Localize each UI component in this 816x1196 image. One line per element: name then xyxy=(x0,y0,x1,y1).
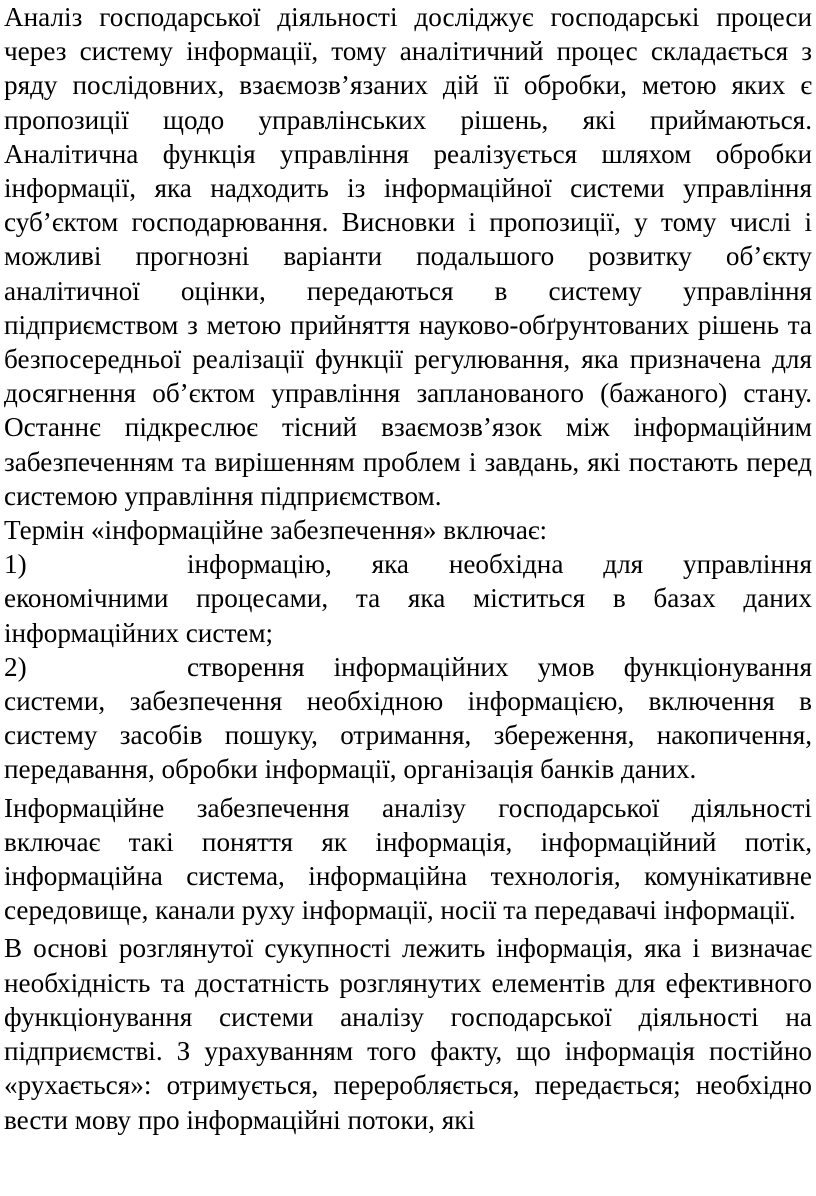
list-marker-2: 2) xyxy=(4,651,27,682)
document-page xyxy=(4,0,812,1137)
list-text-1: інформацію, яка необхідна для управління економічними процесами, та яка міститься в базах даних інформаційних систем; xyxy=(4,549,812,648)
list-marker-1: 1) xyxy=(4,549,27,580)
list-item-1 xyxy=(4,547,812,650)
list-item-2 xyxy=(4,650,812,787)
paragraph-term-definition: Термін «інформаційне забезпечення» включає: xyxy=(4,515,548,546)
list-text-2: створення інформаційних умов функціонування системи, забезпечення необхідною інформацією, включення в систему засобів пошуку, отримання, збереження, накопичення, передавання, обробки інформації, організація банків даних. xyxy=(4,651,812,785)
paragraph-analysis-intro: Аналіз господарської діяльності досліджує господарські процеси через систему інформації, тому аналітичний процес складається з ряду послідовних, взаємозв’язаних дій її обробки, метою яких є пропозиції щодо управлінських рішень, які приймаються. Аналітична функція управління реалізується шляхом обробки інформації, яка надходить із інформаційної системи управління суб’єктом господарювання. Висновки і пропозиції, у тому числі і можливі прогнозні варіанти подальшого розвитку об’єкту аналітичної оцінки, передаються в систему управління підприємством з метою прийняття науково-обґрунтованих рішень та безпосередньої реалізації функції регулювання, яка призначена для досягнення об’єктом управління запланованого (бажаного) стану. Останнє підкреслює тісний взаємозв’язок між інформаційним забезпеченням та вирішенням проблем і завдань, які постають перед системою управління підприємством. xyxy=(4,2,812,511)
paragraph-information-support: Інформаційне забезпечення аналізу господарської діяльності включає такі поняття як інформація, інформаційний потік, інформаційна система, інформаційна технологія, комунікативне середовище, канали руху інформації, носії та передавачі інформації. xyxy=(4,792,812,926)
paragraph-information-basis: В основі розглянутої сукупності лежить інформація, яка і визначає необхідність та достатність розглянутих елементів для ефективного функціонування системи аналізу господарської діяльності на підприємстві. З урахуванням того факту, що інформація постійно «рухається»: отримується, переробляється, передається; необхідно вести мову про інформаційні потоки, які xyxy=(4,933,812,1135)
